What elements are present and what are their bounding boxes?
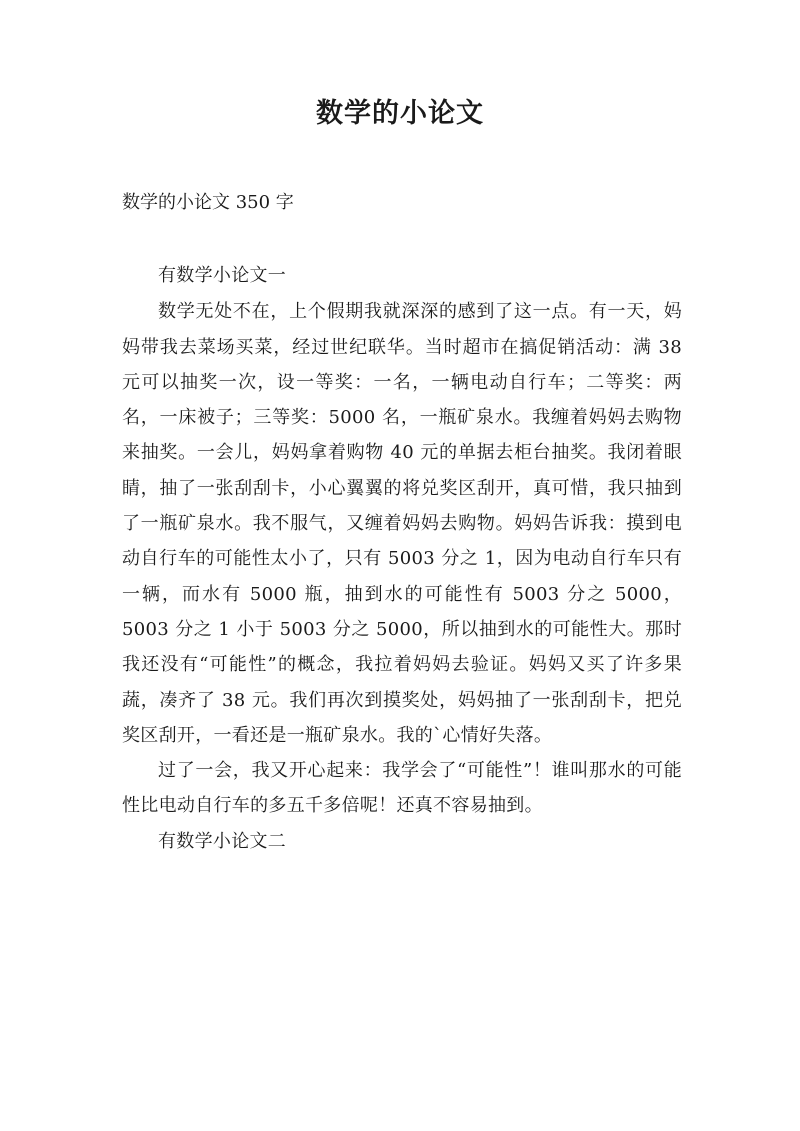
section-heading-2: 有数学小论文二 — [158, 830, 287, 852]
section-heading-1: 有数学小论文一 — [158, 265, 287, 286]
page-title: 数学的小论文 — [316, 98, 484, 129]
document-body — [122, 258, 682, 860]
body-paragraph-2: 过了一会，我又开心起来：我学会了“可能性”！谁叫那水的可能性比电动自行车的多五千多倍呢！还真不容易抽到。 — [122, 760, 682, 817]
document-subtitle: 数学的小论文 350 字 — [122, 192, 294, 213]
body-paragraph-1: 数学无处不在，上个假期我就深深的感到了这一点。有一天，妈妈带我去菜场买菜，经过世纪联华。当时超市在搞促销活动：满 38 元可以抽奖一次，设一等奖：一名，一辆电动自行车；二等奖：两名，一床被子；三等奖：5000 名，一瓶矿泉水。我缠着妈妈去购物来抽奖。一会儿，妈妈拿着购物 40 元的单据去柜台抽奖。我闭着眼睛，抽了一张刮刮卡，小心翼翼的将兑奖区刮开，真可惜，我只抽到了一瓶矿泉水。我不服气，又缠着妈妈去购物。妈妈告诉我：摸到电动自行车的可能性太小了，只有 5003 分之 1，因为电动自行车只有一辆，而水有 5000 瓶，抽到水的可能性有 5003 分之 5000，5003 分之 1 小于 5003 分之 5000，所以抽到水的可能性大。那时我还没有“可能性”的概念，我拉着妈妈去验证。妈妈又买了许多果蔬，凑齐了 38 元。我们再次到摸奖处，妈妈抽了一张刮刮卡，把兑奖区刮开，一看还是一瓶矿泉水。我的`心情好失落。 — [122, 301, 682, 746]
